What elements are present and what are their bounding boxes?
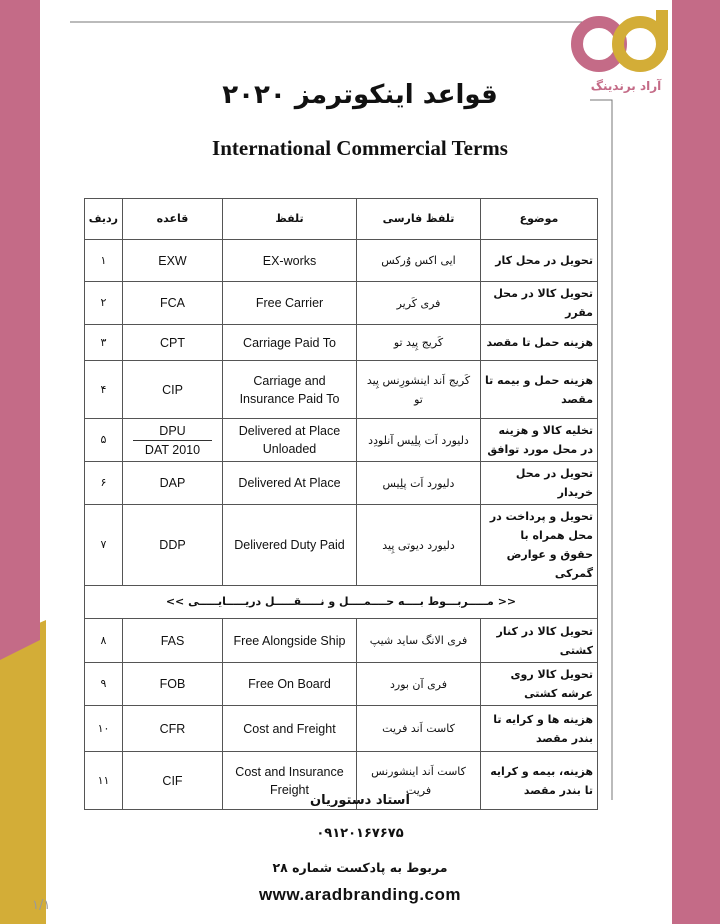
cell-rule — [123, 419, 223, 462]
cell-rule: DAP — [123, 462, 223, 505]
header-pronunciation-fa: تلفظ فارسی — [357, 199, 481, 240]
header-rule: قاعده — [123, 199, 223, 240]
cell-pronunciation-fa: فری کَریر — [357, 282, 481, 325]
page-title-en: International Commercial Terms — [212, 136, 508, 160]
cell-rule: EXW — [123, 240, 223, 282]
cell-number: ۱۱ — [85, 752, 123, 810]
cell-rule: DDP — [123, 505, 223, 586]
footer-phone: ۰۹۱۲۰۱۶۷۶۷۵ — [316, 826, 404, 841]
cell-pronunciation-fa: ایی اکس وُرکس — [357, 240, 481, 282]
cell-pronunciation-fa: دلیورد اَت پلِیس — [357, 462, 481, 505]
cell-topic: هزینه حمل و بیمه تا مقصد — [481, 361, 598, 419]
cell-topic: تحویل و پرداخت در محل همراه با حقوق و عوارض گمرکی — [481, 505, 598, 586]
page-number: ۱/۱ — [32, 898, 51, 913]
table-row — [85, 505, 598, 586]
cell-topic: هزینه حمل تا مقصد — [481, 325, 598, 361]
cell-rule-current: DPU — [133, 422, 212, 441]
sea-transport-divider: << مـــــربـــوط بــــه حــــمــــل و نـــــقـــــل دریـــــایـــــی >> — [85, 586, 598, 619]
footer-author: استاد دستوریان — [310, 793, 410, 808]
table-row — [85, 325, 598, 361]
cell-number: ۴ — [85, 361, 123, 419]
cell-pronunciation: Free Alongside Ship — [223, 619, 357, 663]
cell-pronunciation: Delivered Duty Paid — [223, 505, 357, 586]
table-row — [85, 663, 598, 706]
sea-transport-divider-row — [85, 586, 598, 619]
cell-number: ۱۰ — [85, 706, 123, 752]
cell-topic: تخلیه کالا و هزینه در محل مورد توافق — [481, 419, 598, 462]
cell-pronunciation: Cost and Insurance Freight — [223, 752, 357, 810]
cell-topic: تحویل کالا در محل مقرر — [481, 282, 598, 325]
logo-text: آراد برندینگ — [590, 79, 662, 93]
cell-rule: FAS — [123, 619, 223, 663]
cell-pronunciation-fa: کاست اَند اینشورنس فریت — [357, 752, 481, 810]
cell-topic: تحویل در محل خریدار — [481, 462, 598, 505]
table-row — [85, 419, 598, 462]
cell-pronunciation-fa: دلیورد اَت پلِیس آنلودِد — [357, 419, 481, 462]
incoterms-table — [84, 198, 598, 810]
cell-rule: CIP — [123, 361, 223, 419]
cell-pronunciation: Carriage and Insurance Paid To — [223, 361, 357, 419]
cell-topic: تحویل کالا در کنار کشتی — [481, 619, 598, 663]
cell-rule: CFR — [123, 706, 223, 752]
cell-pronunciation-fa: کَریج اَند اینشورِنس پِید تو — [357, 361, 481, 419]
cell-pronunciation: Free Carrier — [223, 282, 357, 325]
cell-rule: CPT — [123, 325, 223, 361]
table-row — [85, 361, 598, 419]
cell-number: ۹ — [85, 663, 123, 706]
cell-rule: FCA — [123, 282, 223, 325]
cell-rule-previous: DAT 2010 — [144, 442, 201, 457]
cell-rule: CIF — [123, 752, 223, 810]
cell-pronunciation-fa: کاست اَند فریت — [357, 706, 481, 752]
cell-pronunciation: EX-works — [223, 240, 357, 282]
table-row — [85, 282, 598, 325]
cell-number: ۵ — [85, 419, 123, 462]
cell-number: ۶ — [85, 462, 123, 505]
cell-number: ۲ — [85, 282, 123, 325]
header-pronunciation: تلفظ — [223, 199, 357, 240]
table-row — [85, 462, 598, 505]
cell-number: ۳ — [85, 325, 123, 361]
cell-topic: تحویل در محل کار — [481, 240, 598, 282]
cell-pronunciation: Cost and Freight — [223, 706, 357, 752]
left-gold-band — [0, 620, 46, 924]
table-row — [85, 240, 598, 282]
cell-topic: هزینه، بیمه و کرایه تا بندر مقصد — [481, 752, 598, 810]
cell-pronunciation: Free On Board — [223, 663, 357, 706]
cell-pronunciation-fa: فری الانگ ساید شیپ — [357, 619, 481, 663]
cell-pronunciation-fa: فری آن بورد — [357, 663, 481, 706]
cell-pronunciation-fa: دلیورد دیوتی پِید — [357, 505, 481, 586]
table-header-row — [85, 199, 598, 240]
header-number: ردیف — [85, 199, 123, 240]
cell-pronunciation: Carriage Paid To — [223, 325, 357, 361]
header-topic: موضوع — [481, 199, 598, 240]
footer-website-link[interactable]: www.aradbranding.com — [258, 885, 462, 904]
cell-number: ۱ — [85, 240, 123, 282]
cell-number: ۷ — [85, 505, 123, 586]
cell-number: ۸ — [85, 619, 123, 663]
table-row — [85, 619, 598, 663]
cell-pronunciation: Delivered At Place — [223, 462, 357, 505]
page-title-fa: قواعد اینکوترمز ۲۰۲۰ — [222, 80, 498, 110]
cell-pronunciation-fa: کَریج پِید تو — [357, 325, 481, 361]
cell-rule: FOB — [123, 663, 223, 706]
cell-pronunciation: Delivered at Place Unloaded — [223, 419, 357, 462]
cell-topic: تحویل کالا روی عرشه کشتی — [481, 663, 598, 706]
cell-topic: هزینه ها و کرایه تا بندر مقصد — [481, 706, 598, 752]
table-row — [85, 706, 598, 752]
footer-podcast: مربوط به پادکست شماره ۲۸ — [272, 860, 448, 875]
